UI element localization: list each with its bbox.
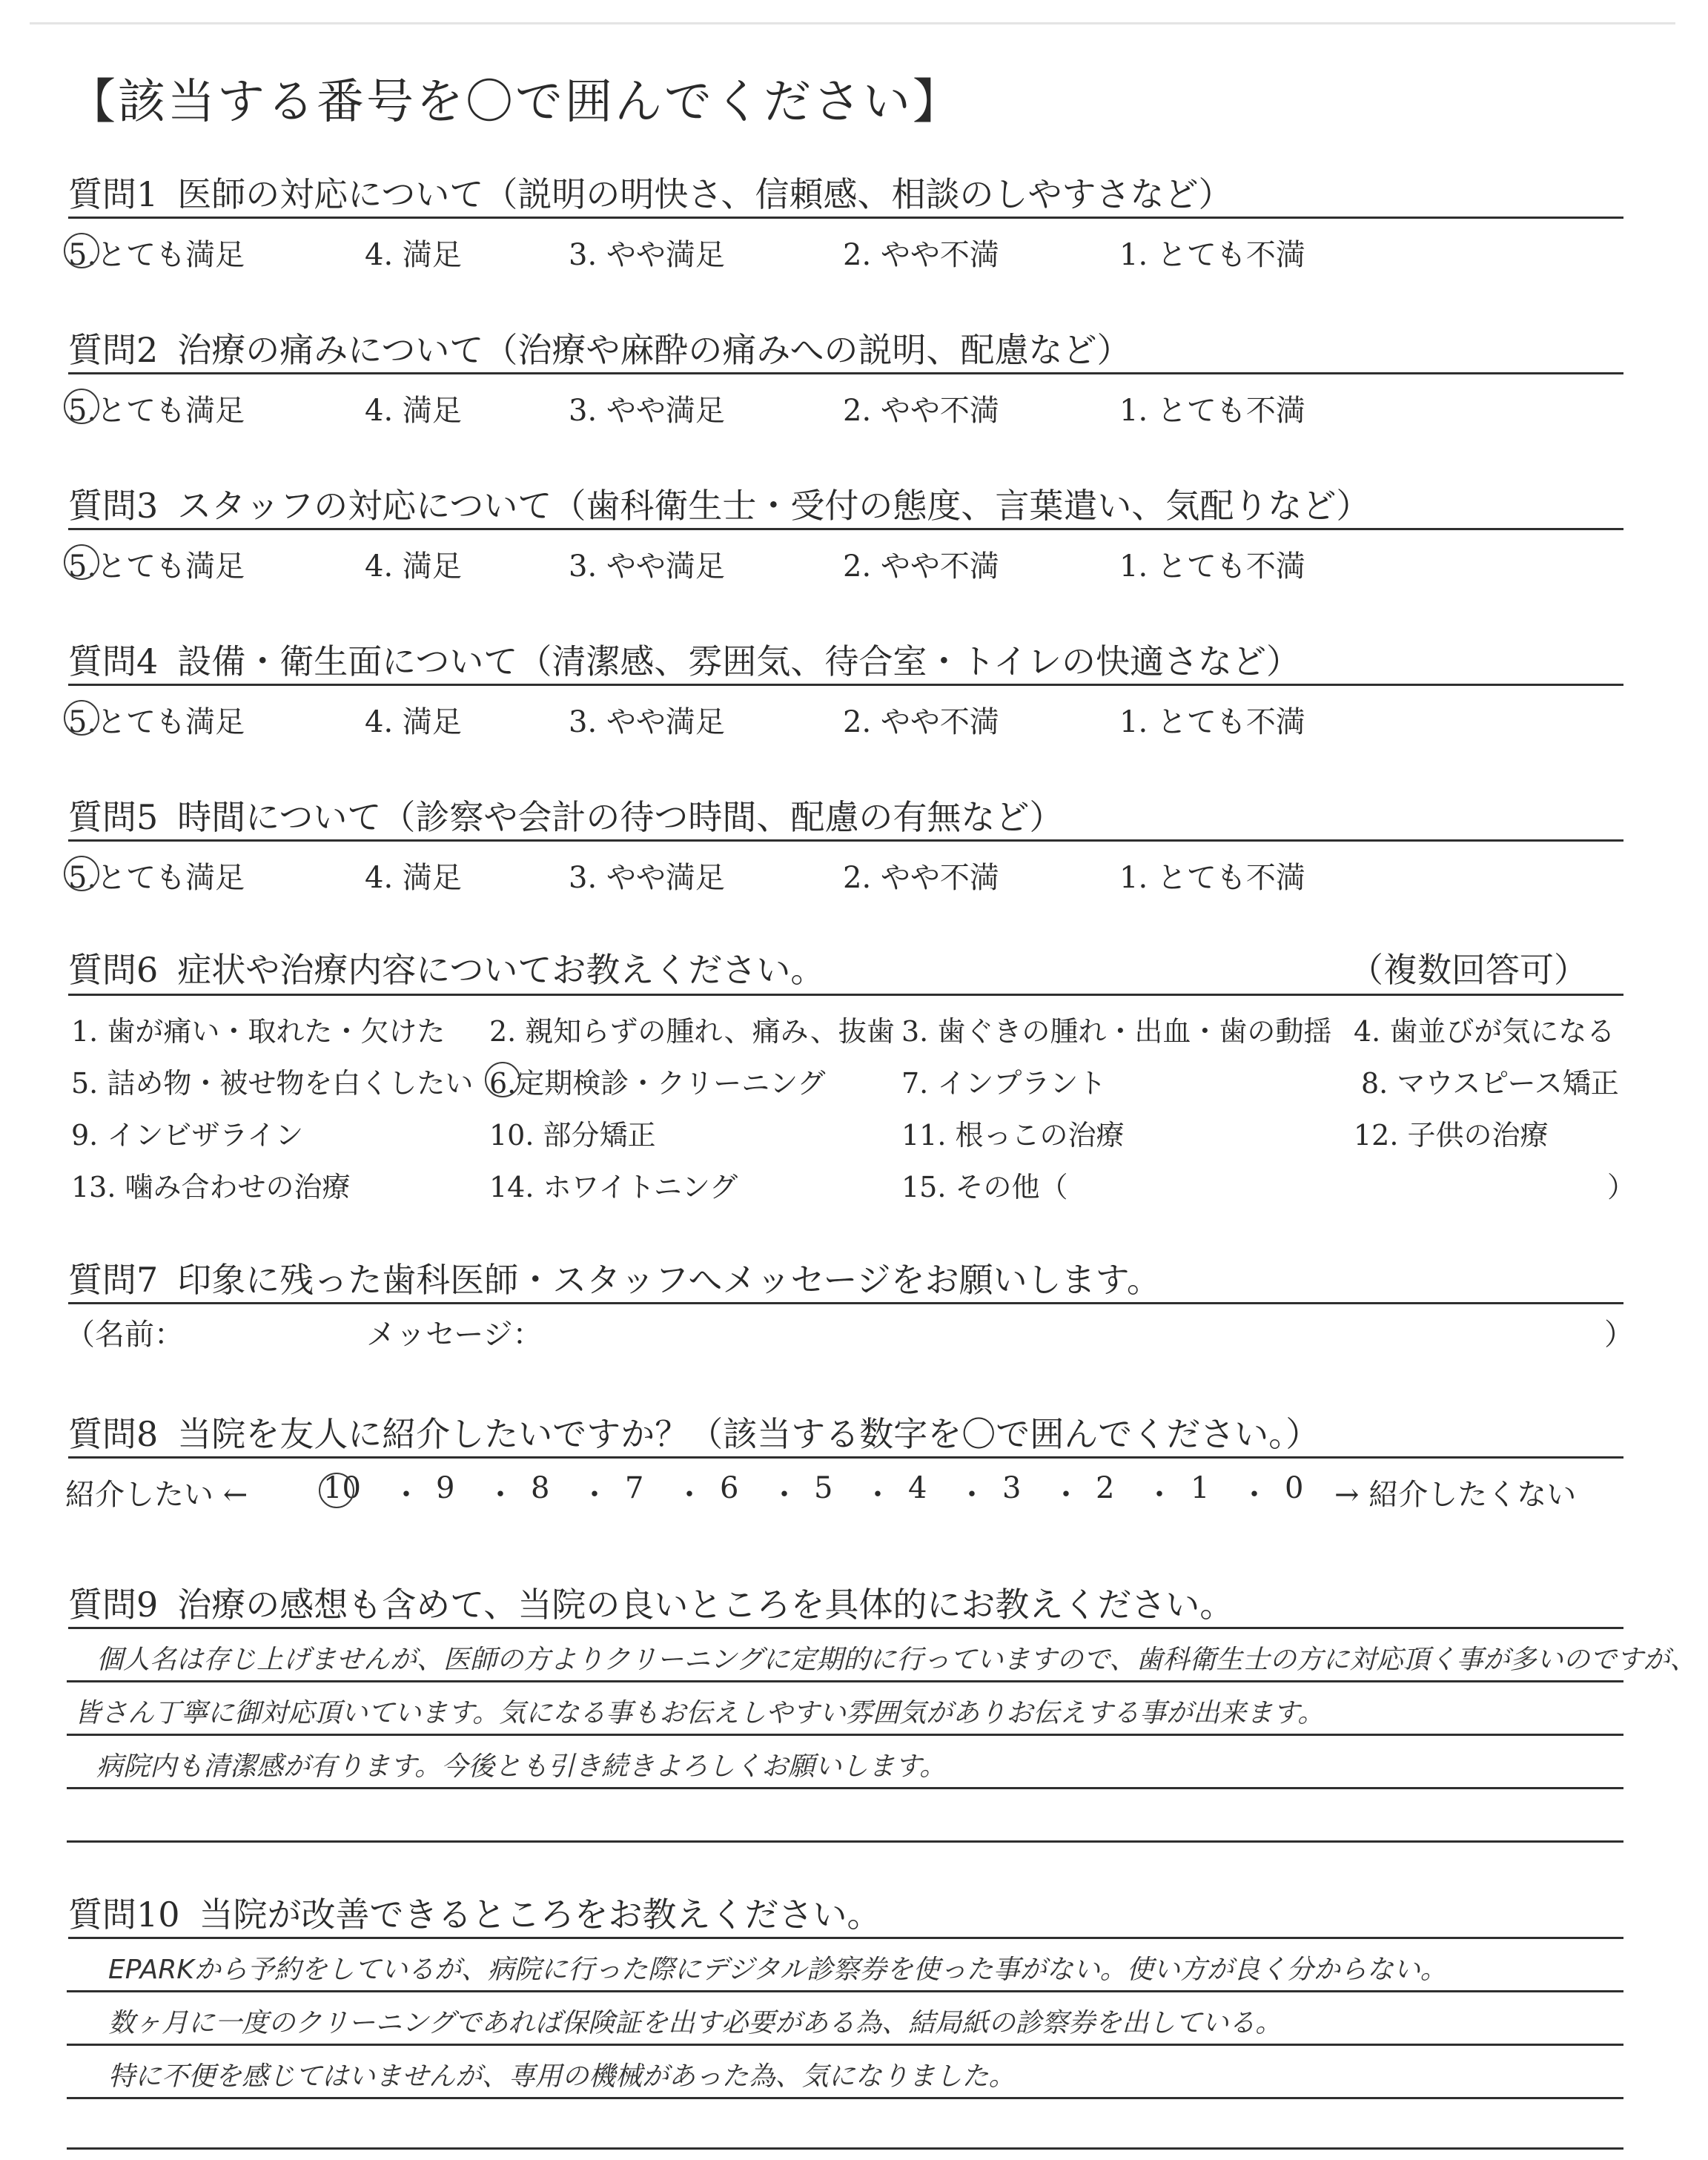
q10-writing-line bbox=[67, 2044, 1623, 2046]
q6-option-8[interactable]: 8. マウスピース矯正 bbox=[1361, 1067, 1619, 1100]
scale-dot: ・ bbox=[957, 1478, 987, 1512]
q6-option-10[interactable]: 10. 部分矯正 bbox=[489, 1119, 656, 1152]
q1-option-5-selected[interactable]: 5.とても満足 bbox=[68, 231, 245, 274]
q1-option-3[interactable]: 3. やや満足 bbox=[569, 238, 725, 272]
scale-dot: ・ bbox=[675, 1478, 704, 1512]
q2-option-5-selected[interactable]: 5.とても満足 bbox=[68, 387, 245, 429]
question-7-heading bbox=[68, 1253, 1618, 1302]
q9-writing-line bbox=[67, 1680, 1623, 1682]
question-3-heading bbox=[68, 479, 1618, 528]
question-8-heading bbox=[68, 1407, 1618, 1456]
question-6-rule bbox=[68, 994, 1623, 996]
q2-option-2[interactable]: 2. やや不満 bbox=[843, 394, 999, 428]
question-6-text: 症状や治療内容についてお教えください。 bbox=[177, 950, 825, 990]
q4-option-2[interactable]: 2. やや不満 bbox=[843, 705, 999, 739]
scale-value-7[interactable]: 7 bbox=[625, 1471, 644, 1505]
scale-value-1[interactable]: 1 bbox=[1191, 1471, 1210, 1505]
scale-dot: ・ bbox=[580, 1478, 609, 1512]
q10-writing-line bbox=[67, 1990, 1623, 1992]
q3-option-5-selected[interactable]: 5.とても満足 bbox=[68, 543, 245, 585]
q2-option-1[interactable]: 1. とても不満 bbox=[1119, 394, 1305, 428]
question-3-number: 質問3 bbox=[68, 486, 159, 526]
question-2-number: 質問2 bbox=[68, 330, 159, 370]
q6-option-15-close-paren: ） bbox=[1607, 1171, 1636, 1203]
scale-value-2[interactable]: 2 bbox=[1096, 1471, 1115, 1505]
q5-option-3[interactable]: 3. やや満足 bbox=[569, 861, 725, 895]
question-4-text: 設備・衛生面について（清潔感、雰囲気、待合室・トイレの快適さなど） bbox=[177, 641, 1301, 681]
question-1-rule bbox=[68, 217, 1623, 219]
question-9-number: 質問9 bbox=[68, 1585, 159, 1625]
question-6-note: （複数回答可） bbox=[1349, 950, 1588, 990]
q4-option-3[interactable]: 3. やや満足 bbox=[569, 705, 725, 739]
q6-option-4[interactable]: 4. 歯並びが気になる bbox=[1354, 1015, 1615, 1048]
q3-option-3[interactable]: 3. やや満足 bbox=[569, 549, 725, 584]
q1-option-2[interactable]: 2. やや不満 bbox=[843, 238, 999, 272]
scan-edge-line bbox=[30, 22, 1675, 24]
q9-answer-line-3[interactable]: 病院内も清潔感が有ります。今後とも引き続きよろしくお願いします。 bbox=[96, 1751, 947, 1782]
q9-writing-line bbox=[67, 1840, 1623, 1843]
q4-option-5-selected[interactable]: 5.とても満足 bbox=[68, 698, 245, 741]
scale-value-4[interactable]: 4 bbox=[908, 1471, 927, 1505]
q1-option-4[interactable]: 4. 満足 bbox=[365, 238, 462, 272]
q10-writing-line bbox=[67, 2097, 1623, 2099]
question-6-number: 質問6 bbox=[68, 950, 159, 990]
q10-answer-line-2[interactable]: 数ヶ月に一度のクリーニングであれば保険証を出す必要がある為、結局紙の診察券を出している。 bbox=[108, 2008, 1282, 2038]
question-10-rule bbox=[68, 1937, 1623, 1939]
q6-option-1[interactable]: 1. 歯が痛い・取れた・欠けた bbox=[71, 1015, 446, 1048]
question-4-rule bbox=[68, 684, 1623, 686]
q10-writing-line bbox=[67, 2147, 1623, 2150]
question-7-rule bbox=[68, 1302, 1623, 1304]
q3-option-4[interactable]: 4. 満足 bbox=[365, 549, 462, 584]
q2-option-3[interactable]: 3. やや満足 bbox=[569, 394, 725, 428]
q6-option-14[interactable]: 14. ホワイトニング bbox=[489, 1171, 738, 1203]
q3-option-1[interactable]: 1. とても不満 bbox=[1119, 549, 1305, 584]
scale-value-6[interactable]: 6 bbox=[720, 1471, 739, 1505]
question-4-heading bbox=[68, 635, 1618, 684]
q5-option-4[interactable]: 4. 満足 bbox=[365, 861, 462, 895]
question-1-number: 質問1 bbox=[68, 174, 159, 214]
scale-value-0[interactable]: 0 bbox=[1285, 1471, 1304, 1505]
q6-option-11[interactable]: 11. 根っこの治療 bbox=[901, 1119, 1125, 1152]
q9-answer-line-2[interactable]: 皆さん丁寧に御対応頂いています。気になる事もお伝えしやすい雰囲気がありお伝えする事が出来ます。 bbox=[74, 1698, 1325, 1728]
question-7-fields bbox=[65, 1311, 1634, 1353]
question-4-number: 質問4 bbox=[68, 641, 159, 681]
q10-answer-line-1[interactable]: EPARKから予約をしているが、病院に行った際にデジタル診察券を使った事がない。使い方が良く分からない。 bbox=[108, 1955, 1447, 1985]
question-10-heading bbox=[68, 1888, 1618, 1937]
question-10-text: 当院が改善できるところをお教えください。 bbox=[199, 1895, 881, 1935]
q6-option-7[interactable]: 7. インプラント bbox=[901, 1067, 1107, 1100]
q2-option-4[interactable]: 4. 満足 bbox=[365, 394, 462, 428]
question-5-heading bbox=[68, 790, 1618, 839]
question-2-options bbox=[68, 387, 1625, 429]
scale-right-label: → 紹介したくない bbox=[1334, 1478, 1577, 1512]
q4-option-1[interactable]: 1. とても不満 bbox=[1119, 705, 1305, 739]
q6-option-5[interactable]: 5. 詰め物・被せ物を白くしたい bbox=[71, 1067, 474, 1100]
q1-option-1[interactable]: 1. とても不満 bbox=[1119, 238, 1305, 272]
question-2-rule bbox=[68, 372, 1623, 374]
question-2-text: 治療の痛みについて（治療や麻酔の痛みへの説明、配慮など） bbox=[177, 330, 1131, 370]
scale-dot: ・ bbox=[1051, 1478, 1081, 1512]
q6-option-9[interactable]: 9. インビザライン bbox=[71, 1119, 304, 1152]
q6-option-3[interactable]: 3. 歯ぐきの腫れ・出血・歯の動揺 bbox=[901, 1015, 1332, 1048]
q5-option-5-selected[interactable]: 5.とても満足 bbox=[68, 854, 245, 896]
question-5-options bbox=[68, 854, 1625, 896]
q6-option-13[interactable]: 13. 噛み合わせの治療 bbox=[71, 1171, 351, 1203]
scale-dot: ・ bbox=[1239, 1478, 1269, 1512]
question-3-options bbox=[68, 543, 1625, 584]
question-7-text: 印象に残った歯科医師・スタッフへメッセージをお願いします。 bbox=[177, 1260, 1161, 1300]
question-3-text: スタッフの対応について（歯科衛生士・受付の態度、言葉遣い、気配りなど） bbox=[177, 486, 1371, 526]
scale-value-3[interactable]: 3 bbox=[1002, 1471, 1022, 1505]
question-5-rule bbox=[68, 839, 1623, 842]
q6-option-12[interactable]: 12. 子供の治療 bbox=[1354, 1119, 1549, 1152]
question-8-text: 当院を友人に紹介したいですか？（該当する数字を〇で囲んでください。） bbox=[177, 1414, 1320, 1454]
q9-writing-line bbox=[67, 1787, 1623, 1789]
question-9-text: 治療の感想も含めて、当院の良いところを具体的にお教えください。 bbox=[177, 1585, 1234, 1625]
scale-value-5[interactable]: 5 bbox=[814, 1471, 833, 1505]
question-8-number: 質問8 bbox=[68, 1414, 159, 1454]
question-7-number: 質問7 bbox=[68, 1260, 159, 1300]
scale-dot: ・ bbox=[769, 1478, 799, 1512]
question-9-rule bbox=[68, 1627, 1623, 1629]
question-6-heading bbox=[68, 943, 1618, 992]
question-5-number: 質問5 bbox=[68, 797, 159, 837]
scale-dot: ・ bbox=[486, 1478, 515, 1512]
question-9-heading bbox=[68, 1578, 1618, 1627]
q7-name-label: （名前： bbox=[65, 1318, 184, 1352]
scale-dot: ・ bbox=[1145, 1478, 1174, 1512]
q3-option-2[interactable]: 2. やや不満 bbox=[843, 549, 999, 584]
q10-answer-line-3[interactable]: 特に不便を感じてはいませんが、専用の機械があった為、気になりました。 bbox=[108, 2061, 1016, 2092]
q7-close-paren: ） bbox=[1604, 1318, 1634, 1352]
scale-value-8[interactable]: 8 bbox=[531, 1471, 550, 1505]
question-1-heading bbox=[68, 168, 1618, 217]
question-8-rule bbox=[68, 1456, 1623, 1459]
q5-option-1[interactable]: 1. とても不満 bbox=[1119, 861, 1305, 895]
question-3-rule bbox=[68, 528, 1623, 530]
page-title: 【該当する番号を〇で囲んでください】 bbox=[68, 75, 962, 130]
question-4-options bbox=[68, 698, 1625, 740]
question-2-heading bbox=[68, 323, 1618, 372]
scale-value-10-selected[interactable]: 10 bbox=[323, 1471, 361, 1505]
q6-option-6-selected[interactable]: 6.定期検診・クリーニング bbox=[489, 1060, 826, 1101]
q5-option-2[interactable]: 2. やや不満 bbox=[843, 861, 999, 895]
q9-answer-line-1[interactable]: 個人名は存じ上げませんが、医師の方よりクリーニングに定期的に行っていますので、歯科衛生士の方に対応頂く事が多いのですが、 bbox=[96, 1645, 1697, 1675]
question-5-text: 時間について（診察や会計の待つ時間、配慮の有無など） bbox=[177, 797, 1064, 837]
scale-dot: ・ bbox=[863, 1478, 893, 1512]
q6-option-2[interactable]: 2. 親知らずの腫れ、痛み、抜歯 bbox=[489, 1015, 895, 1048]
question-1-options bbox=[68, 231, 1625, 273]
question-10-number: 質問10 bbox=[68, 1895, 180, 1935]
q6-option-15[interactable]: 15. その他（ bbox=[901, 1171, 1068, 1203]
question-1-text: 医師の対応について（説明の明快さ、信頼感、相談のしやすさなど） bbox=[177, 174, 1233, 214]
scale-dot: ・ bbox=[391, 1478, 421, 1512]
q4-option-4[interactable]: 4. 満足 bbox=[365, 705, 462, 739]
scale-value-9[interactable]: 9 bbox=[436, 1471, 455, 1505]
q9-writing-line bbox=[67, 1734, 1623, 1736]
q7-message-label: メッセージ： bbox=[366, 1318, 543, 1352]
scale-left-label: 紹介したい ← bbox=[65, 1478, 248, 1512]
